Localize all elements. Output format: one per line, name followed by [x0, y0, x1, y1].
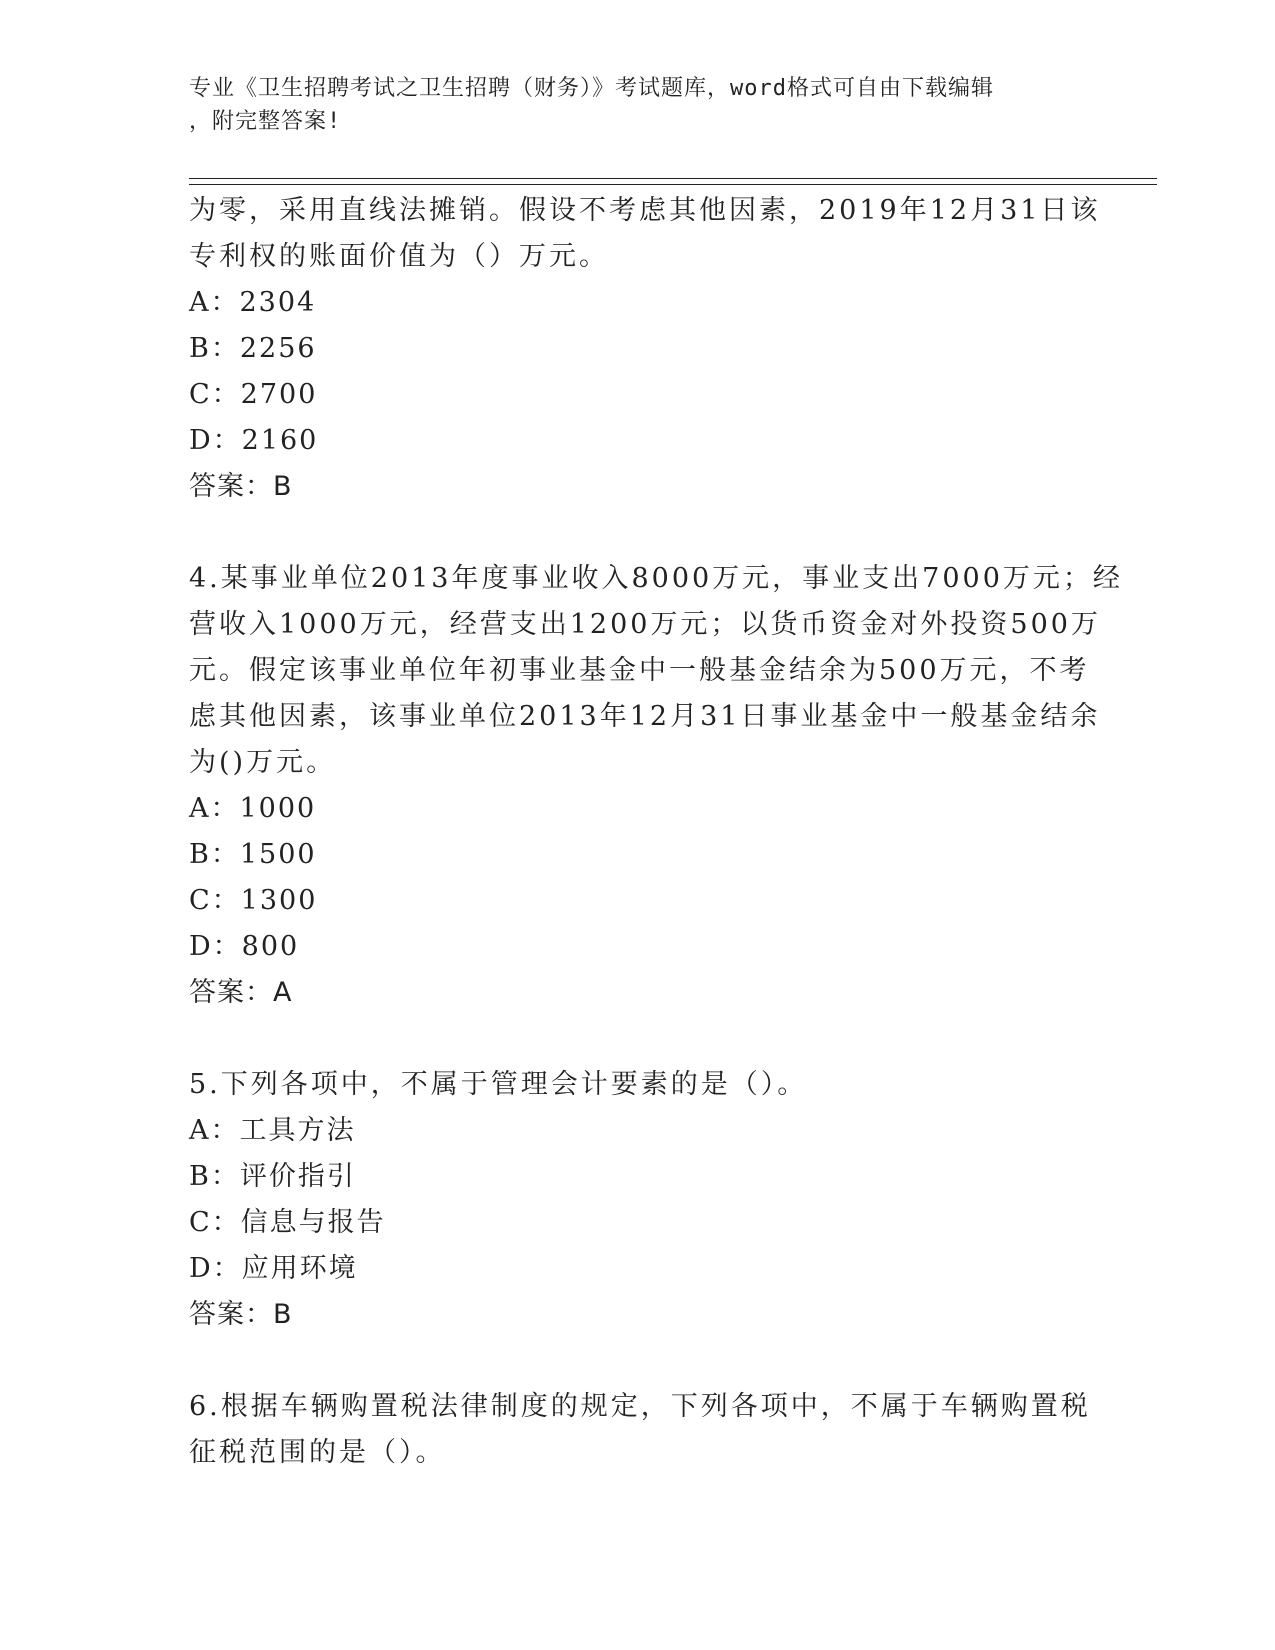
- header-title-line-2: ，附完整答案!: [189, 109, 342, 134]
- question-4-option-d: D：800: [189, 931, 300, 962]
- spacer: [189, 1016, 1089, 1062]
- question-3-text-line-2: 专利权的账面价值为（）万元。: [189, 241, 609, 272]
- question-4: [189, 556, 1123, 1016]
- question-4-option-b: B：1500: [189, 839, 317, 870]
- question-6: [189, 1384, 1089, 1476]
- question-3-text-line-1: 为零，采用直线法摊销。假设不考虑其他因素，2019年12月31日该: [189, 195, 1101, 226]
- question-5-text-line-1: 5.下列各项中，不属于管理会计要素的是（）。: [189, 1069, 808, 1100]
- question-4-text-line-5: 为()万元。: [189, 747, 337, 778]
- question-3: [189, 188, 1101, 510]
- question-5-option-a: A：工具方法: [189, 1115, 356, 1146]
- document-body: [189, 188, 1123, 1476]
- question-4-text-line-3: 元。假定该事业单位年初事业基金中一般基金结余为500万元，不考: [189, 655, 1090, 686]
- question-4-text-line-4: 虑其他因素，该事业单位2013年12月31日事业基金中一般基金结余: [189, 701, 1101, 732]
- question-3-option-a: A：2304: [189, 287, 317, 318]
- question-3-option-d: D：2160: [189, 425, 319, 456]
- question-5-option-c: C：信息与报告: [189, 1207, 386, 1238]
- spacer: [189, 510, 1089, 556]
- header-divider-bottom: [189, 184, 1157, 185]
- spacer: [189, 1338, 1089, 1384]
- question-4-option-a: A：1000: [189, 793, 317, 824]
- question-5-option-d: D：应用环境: [189, 1253, 358, 1284]
- question-5: [189, 1062, 1089, 1338]
- question-4-answer: 答案：A: [189, 977, 293, 1008]
- question-4-text-line-1: 4.某事业单位2013年度事业收入8000万元，事业支出7000万元；经: [189, 563, 1123, 594]
- question-6-text-line-1: 6.根据车辆购置税法律制度的规定，下列各项中，不属于车辆购置税: [189, 1391, 1091, 1422]
- question-3-option-b: B：2256: [189, 333, 317, 364]
- question-4-text-line-2: 营收入1000万元，经营支出1200万元；以货币资金对外投资500万: [189, 609, 1101, 640]
- question-6-text-line-2: 征税范围的是（）。: [189, 1437, 446, 1468]
- question-5-option-b: B：评价指引: [189, 1161, 356, 1192]
- header-divider-top: [189, 178, 1157, 179]
- question-3-option-c: C：2700: [189, 379, 318, 410]
- header-title-line-1: 专业《卫生招聘考试之卫生招聘（财务）》考试题库，word格式可自由下载编辑: [189, 76, 994, 101]
- question-3-answer: 答案：B: [189, 471, 293, 502]
- document-header: [189, 72, 1089, 138]
- question-4-option-c: C：1300: [189, 885, 318, 916]
- question-5-answer: 答案：B: [189, 1299, 293, 1330]
